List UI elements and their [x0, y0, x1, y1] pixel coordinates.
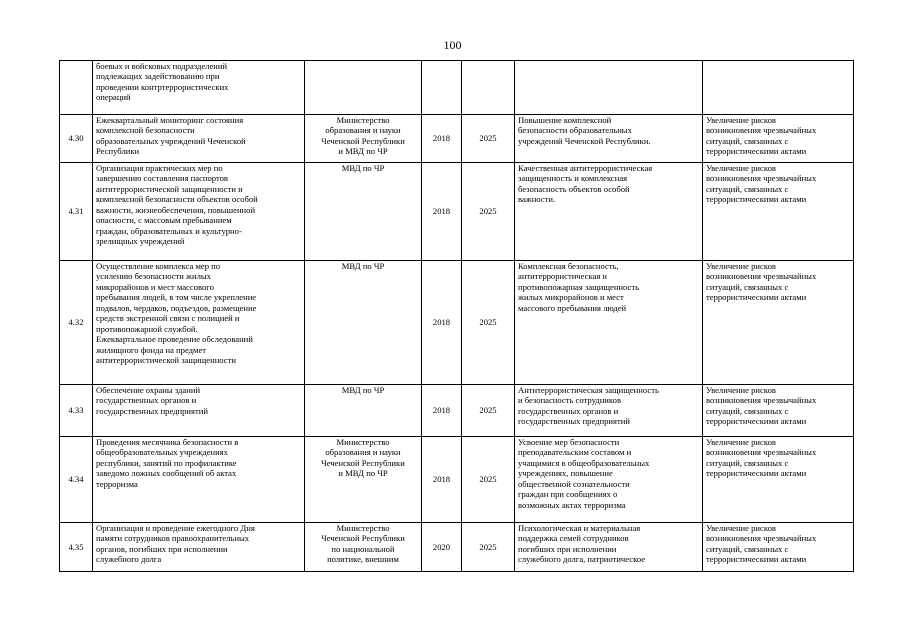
item-number: 4.31 — [60, 163, 93, 261]
item-number: 4.32 — [60, 261, 93, 385]
expected-result-line: безопасности образовательных — [518, 125, 632, 136]
expected-result-line: Комплексная безопасность, — [518, 261, 619, 271]
risk-line: возникновения чрезвычайных — [706, 271, 817, 282]
risk-line: ситуаций, связанных с — [706, 457, 789, 468]
executor-line: Министерство — [336, 523, 390, 533]
start-year: 2018 — [422, 115, 462, 163]
risk-line: террористическими актами — [706, 416, 807, 427]
measure-description-line: государственных предприятий — [96, 405, 208, 416]
executor — [305, 163, 422, 261]
executor-line: Чеченской Республики — [321, 135, 405, 146]
measure-description — [93, 437, 305, 523]
measure-description-line: антитеррористической защищенности — [96, 355, 236, 366]
expected-result-line: Качественная антитеррористическая — [518, 163, 653, 173]
measure-description-line: служебного долга — [96, 554, 162, 565]
risk-line: Увеличение рисков — [706, 163, 776, 173]
start-year: 2018 — [422, 385, 462, 437]
expected-result-line: учреждений Чеченской Республики. — [518, 135, 651, 146]
expected-result-line: учащимися в общеобразовательных — [518, 457, 650, 468]
expected-result-line: служебного долга, патриотическое — [518, 554, 646, 565]
measure-description-line: противопожарной службой. — [96, 323, 198, 334]
measure-description-line: образовательных учреждений Чеченской — [96, 135, 246, 146]
end-year — [462, 61, 515, 115]
start-year — [422, 61, 462, 115]
risk-line: Увеличение рисков — [706, 385, 776, 395]
executor-line: Министерство — [336, 115, 390, 125]
measure-description — [93, 163, 305, 261]
measure-description-line: антитеррористической защищенности и — [96, 183, 243, 194]
measure-description-line: усилению безопасности жилых — [96, 271, 211, 282]
expected-result-line: противопожарная защищенность — [518, 281, 640, 292]
risk-line: ситуаций, связанных с — [706, 135, 789, 146]
risk — [703, 163, 854, 261]
measure-description-line: органов, погибших при исполнении — [96, 543, 228, 554]
risk-line: террористическими актами — [706, 468, 807, 479]
item-number: 4.35 — [60, 523, 93, 572]
risk-line: террористическими актами — [706, 146, 807, 157]
risk-line: ситуаций, связанных с — [706, 281, 789, 292]
measure-description-line: средств экстренной связи с полицией и — [96, 313, 240, 324]
executor — [305, 115, 422, 163]
expected-result-line: массового пребывания людей — [518, 302, 627, 313]
start-year: 2020 — [422, 523, 462, 572]
executor-line: образования и науки — [325, 447, 401, 458]
start-year: 2018 — [422, 163, 462, 261]
measure-description-line: опасности, с массовым пребыванием — [96, 215, 232, 226]
table-row — [60, 61, 854, 115]
expected-result-line: преподавательским составом и — [518, 447, 632, 458]
measure-description-line: заведомо ложных сообщений об актах — [96, 468, 237, 479]
risk-line: ситуаций, связанных с — [706, 183, 789, 194]
expected-result-line: жилых микрорайонов и мест — [518, 292, 624, 303]
start-year: 2018 — [422, 437, 462, 523]
measure-description-line: Ежеквартальное проведение обследований — [96, 334, 253, 345]
expected-result — [515, 437, 703, 523]
risk — [703, 61, 854, 115]
table-row — [60, 385, 854, 437]
measure-description — [93, 61, 305, 115]
item-number — [60, 61, 93, 115]
expected-result — [515, 523, 703, 572]
measure-description-line: жилищного фонда на предмет — [96, 344, 207, 355]
expected-result-line: учреждениях, повышение — [518, 468, 613, 479]
expected-result-line: поддержка семей сотрудников — [518, 533, 629, 544]
expected-result-line: государственных предприятий — [518, 416, 630, 427]
end-year: 2025 — [462, 261, 515, 385]
measure-description-line: Ежеквартальный мониторинг состояния — [96, 115, 244, 125]
measure-description-line: боевых и войсковых подразделений — [96, 61, 228, 71]
risk-line: возникновения чрезвычайных — [706, 173, 817, 184]
measure-description-line: важности, жизнеобеспечения, повышенной — [96, 204, 256, 215]
table-row — [60, 115, 854, 163]
expected-result — [515, 385, 703, 437]
executor — [305, 61, 422, 115]
expected-result-line: и безопасность сотрудников — [518, 395, 622, 406]
risk — [703, 437, 854, 523]
start-year: 2018 — [422, 261, 462, 385]
expected-result-line: Усвоение мер безопасности — [518, 437, 620, 447]
measure-description-line: общеобразовательных учреждениях — [96, 447, 228, 458]
risk-line: террористическими актами — [706, 194, 807, 205]
table-row — [60, 261, 854, 385]
risk-line: террористическими актами — [706, 292, 807, 303]
expected-result — [515, 115, 703, 163]
executor-line: образования и науки — [325, 125, 401, 136]
measure-description-line: Обеспечение охраны зданий — [96, 385, 201, 395]
measure-description-line: государственных органов и — [96, 395, 197, 406]
measure-description — [93, 115, 305, 163]
expected-result-line: защищенность и комплексная — [518, 173, 628, 184]
executor-line: и МВД по ЧР — [338, 468, 388, 479]
measure-description-line: проведении контртеррористических — [96, 81, 229, 92]
measure-description-line: Проведения месячника безопасности в — [96, 437, 239, 447]
expected-result-line: важности. — [518, 194, 556, 205]
executor — [305, 437, 422, 523]
risk — [703, 523, 854, 572]
expected-result — [515, 61, 703, 115]
item-number: 4.33 — [60, 385, 93, 437]
risk — [703, 385, 854, 437]
executor-line: и МВД по ЧР — [338, 146, 388, 157]
expected-result-line: погибших при исполнении — [518, 543, 617, 554]
risk-line: возникновения чрезвычайных — [706, 447, 817, 458]
expected-result-line: общественной сознательности — [518, 478, 630, 489]
measure-description-line: Осуществление комплекса мер по — [96, 261, 221, 271]
risk-line: возникновения чрезвычайных — [706, 533, 817, 544]
expected-result-line: Антитеррористическая защищенность — [518, 385, 659, 395]
expected-result-line: Повышение комплексной — [518, 115, 612, 125]
executor-line: политике, внешним — [327, 554, 399, 565]
page-number: 100 — [443, 38, 462, 52]
measure-description-line: зрелищных учреждений — [96, 236, 185, 247]
executor-line: по национальной — [331, 543, 395, 554]
end-year: 2025 — [462, 437, 515, 523]
executor — [305, 261, 422, 385]
measure-description-line: подвалов, чердаков, подъездов, размещение — [96, 302, 257, 313]
executor-line: МВД по ЧР — [341, 163, 385, 173]
item-number: 4.30 — [60, 115, 93, 163]
measure-description-line: республики, занятий по профилактике — [96, 457, 237, 468]
executor-line: МВД по ЧР — [341, 261, 385, 271]
measure-description-line: операций — [96, 92, 131, 103]
risk-line: Увеличение рисков — [706, 261, 776, 271]
measure-description-line: Организация практических мер по — [96, 163, 223, 173]
executor-line: Министерство — [336, 437, 390, 447]
expected-result-line: возможных актах терроризма — [518, 499, 626, 510]
risk-line: Увеличение рисков — [706, 523, 776, 533]
risk-line: ситуаций, связанных с — [706, 405, 789, 416]
expected-result — [515, 261, 703, 385]
expected-result-line: антитеррористическая и — [518, 271, 608, 282]
expected-result-line: Психологическая и материальная — [518, 523, 641, 533]
measure-description — [93, 523, 305, 572]
risk-line: Увеличение рисков — [706, 437, 776, 447]
item-number: 4.34 — [60, 437, 93, 523]
executor-line: Чеченской Республики — [321, 533, 405, 544]
measure-description-line: Республики — [96, 146, 140, 157]
end-year: 2025 — [462, 385, 515, 437]
expected-result — [515, 163, 703, 261]
executor — [305, 385, 422, 437]
table-row — [60, 163, 854, 261]
executor — [305, 523, 422, 572]
measure-description-line: комплексной безопасности — [96, 125, 195, 136]
table-row — [60, 523, 854, 572]
measure-description-line: подлежащих задействованию при — [96, 71, 220, 82]
executor-line: Чеченской Республики — [321, 457, 405, 468]
end-year: 2025 — [462, 163, 515, 261]
risk — [703, 115, 854, 163]
expected-result-line: безопасность объектов особой — [518, 183, 630, 194]
measure-description-line: комплексной безопасности объектов особой — [96, 194, 258, 205]
risk — [703, 261, 854, 385]
measure-description-line: пребывания людей, в том числе укрепление — [96, 292, 257, 303]
measure-description-line: памяти сотрудников правоохранительных — [96, 533, 250, 544]
measure-description — [93, 261, 305, 385]
measure-description — [93, 385, 305, 437]
risk-line: Увеличение рисков — [706, 115, 776, 125]
measure-description-line: Организация и проведение ежегодного Дня — [96, 523, 255, 533]
risk-line: возникновения чрезвычайных — [706, 125, 817, 136]
measure-description-line: граждан, образовательных и культурно- — [96, 225, 242, 236]
measure-description-line: завершению составления паспортов — [96, 173, 228, 184]
end-year: 2025 — [462, 115, 515, 163]
expected-result-line: граждан при сообщениях о — [518, 489, 618, 500]
risk-line: террористическими актами — [706, 554, 807, 565]
expected-result-line: государственных органов и — [518, 405, 619, 416]
risk-line: возникновения чрезвычайных — [706, 395, 817, 406]
table-row — [60, 437, 854, 523]
executor-line: МВД по ЧР — [341, 385, 385, 395]
measure-description-line: микрорайонов и мест массового — [96, 281, 214, 292]
measures-table — [59, 60, 854, 572]
measure-description-line: терроризма — [96, 478, 138, 489]
end-year: 2025 — [462, 523, 515, 572]
risk-line: ситуаций, связанных с — [706, 543, 789, 554]
